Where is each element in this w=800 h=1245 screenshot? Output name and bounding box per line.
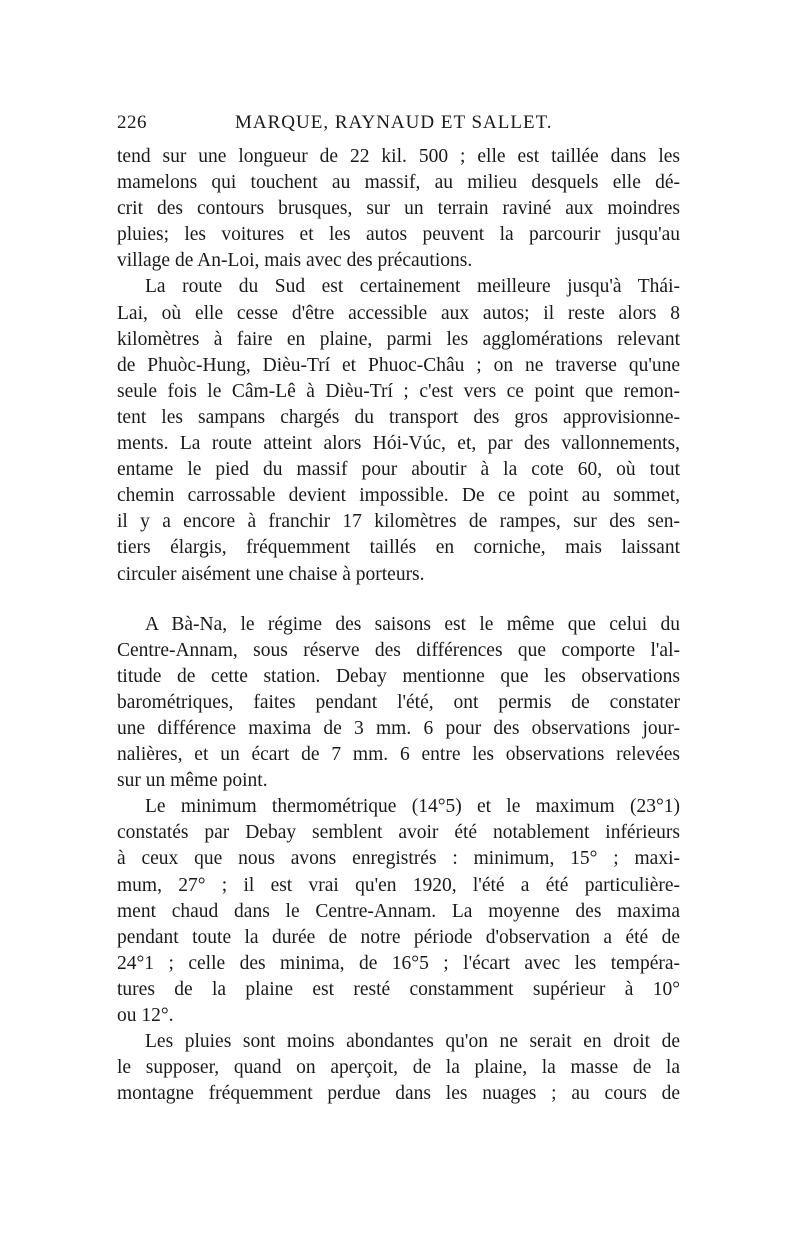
text-line: village de An-Loi, mais avec des précautions. (117, 250, 473, 272)
text-line: crit des contours brusques, sur un terrain raviné aux moindres (117, 198, 680, 220)
text-line: une différence maxima de 3 mm. 6 pour des observations jour- (117, 717, 680, 739)
text-line: de Phuòc-Hung, Dièu-Trí et Phuoc-Châu ; on ne traverse qu'une (117, 354, 680, 376)
running-header (117, 112, 680, 144)
body-text (117, 144, 680, 1107)
paragraph-gap (117, 588, 680, 612)
text-line: sur un même point. (117, 770, 268, 792)
text-line: tent les sampans chargés du transport des gros approvisionne- (117, 406, 680, 428)
paragraph (117, 144, 680, 274)
text-line: tiers élargis, fréquemment taillés en corniche, mais laissant (117, 537, 680, 559)
text-line: ment chaud dans le Centre-Annam. La moyenne des maxima (117, 900, 680, 922)
text-line: ou 12°. (117, 1005, 174, 1026)
text-line: Centre-Annam, sous réserve des différences que comporte l'al- (117, 639, 680, 661)
text-line: mum, 27° ; il est vrai qu'en 1920, l'été a été particulière- (117, 874, 680, 896)
text-line: le supposer, quand on aperçoit, de la plaine, la masse de la (117, 1057, 680, 1079)
text-line: barométriques, faites pendant l'été, ont permis de constater (117, 691, 680, 713)
text-line: kilomètres à faire en plaine, parmi les agglomérations relevant (117, 328, 680, 350)
text-line: titude de cette station. Debay mentionne que les observations (117, 665, 680, 687)
text-line: Le minimum thermométrique (14°5) et le maximum (23°1) (145, 796, 680, 818)
text-line: circuler aisément une chaise à porteurs. (117, 563, 425, 585)
paragraph (117, 1029, 680, 1107)
paragraph (117, 612, 680, 795)
text-line: entame le pied du massif pour aboutir à la cote 60, où tout (117, 459, 680, 481)
text-line: pendant toute la durée de notre période d'observation a été de (117, 926, 680, 948)
page (117, 112, 680, 1107)
text-line: mamelons qui touchent au massif, au milieu desquels elle dé- (117, 172, 680, 194)
paragraph (117, 794, 680, 1029)
text-line: tures de la plaine est resté constamment supérieur à 10° (117, 978, 680, 1000)
text-line: à ceux que nous avons enregistrés : minimum, 15° ; maxi- (117, 848, 680, 870)
text-line: seule fois le Câm-Lê à Dièu-Trí ; c'est vers ce point que remon- (117, 380, 680, 402)
text-line: ments. La route atteint alors Hói-Vúc, et, par des vallonnements, (117, 433, 680, 455)
page-number: 226 (117, 112, 147, 133)
text-line: constatés par Debay semblent avoir été notablement inférieurs (117, 822, 680, 844)
text-line: La route du Sud est certainement meilleure jusqu'à Thái- (145, 276, 680, 298)
text-line: A Bà-Na, le régime des saisons est le même que celui du (145, 613, 680, 635)
running-title: MARQUE, RAYNAUD ET SALLET. (235, 112, 553, 133)
text-line: nalières, et un écart de 7 mm. 6 entre les observations relevées (117, 744, 680, 766)
text-line: montagne fréquemment perdue dans les nuages ; au cours de (117, 1083, 680, 1105)
text-line: Les pluies sont moins abondantes qu'on ne serait en droit de (145, 1031, 680, 1053)
paragraph (117, 274, 680, 587)
text-line: il y a encore à franchir 17 kilomètres de rampes, sur des sen- (117, 511, 680, 533)
text-line: tend sur une longueur de 22 kil. 500 ; elle est taillée dans les (117, 146, 680, 167)
text-line: pluies; les voitures et les autos peuvent la parcourir jusqu'au (117, 224, 680, 246)
text-line: chemin carrossable devient impossible. De ce point au sommet, (117, 485, 680, 507)
text-line: 24°1 ; celle des minima, de 16°5 ; l'écart avec les tempéra- (117, 952, 680, 974)
text-line: Lai, où elle cesse d'être accessible aux autos; il reste alors 8 (117, 302, 680, 324)
